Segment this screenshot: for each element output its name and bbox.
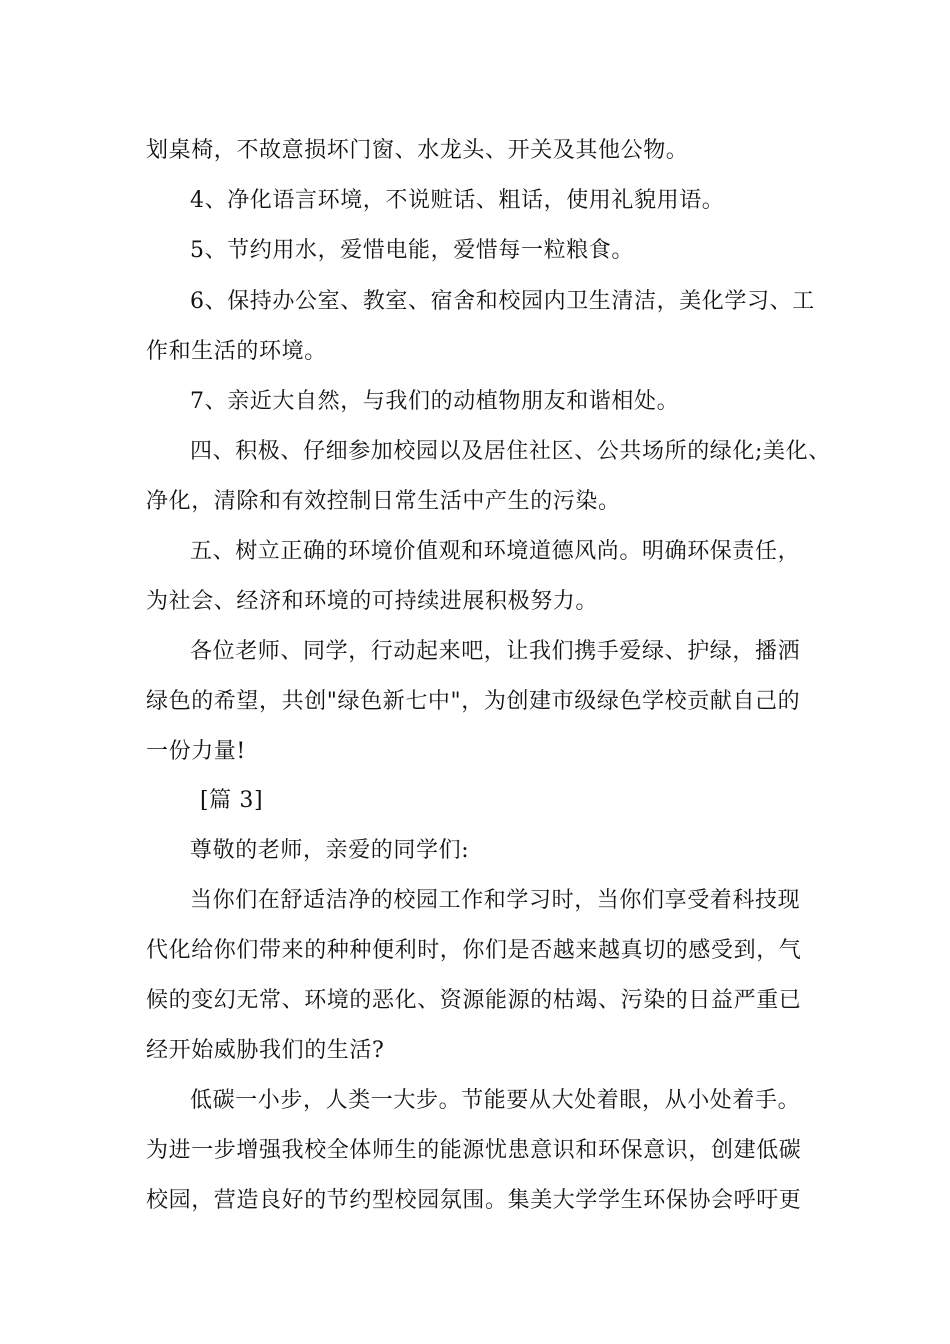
section-item-4: 四、积极、仔细参加校园以及居住社区、公共场所的绿化;美化、 (190, 439, 831, 464)
text-line: 划桌椅，不故意损坏门窗、水龙头、开关及其他公物。 (146, 138, 689, 163)
text-line: 候的变幻无常、环境的恶化、资源能源的枯竭、污染的日益严重已 (146, 988, 802, 1013)
section-item-5: 五、树立正确的环境价值观和环境道德风尚。明确环保责任， (190, 539, 801, 564)
text-line: 代化给你们带来的种种便利时，你们是否越来越真切的感受到，气 (146, 938, 802, 963)
list-item-5: 5、节约用水，爱惜电能，爱惜每一粒粮食。 (190, 238, 634, 263)
paragraph-line: 低碳一小步，人类一大步。节能要从大处着眼，从小处着手。 (190, 1088, 801, 1113)
text-line: 经开始威胁我们的生活? (146, 1038, 385, 1063)
text-line: 一份力量! (146, 739, 246, 764)
list-item-6: 6、保持办公室、教室、宿舍和校园内卫生清洁，美化学习、工 (190, 289, 815, 314)
salutation: 尊敬的老师，亲爱的同学们: (190, 838, 470, 863)
section-heading: [篇 3] (200, 788, 264, 813)
text-line: 校园，营造良好的节约型校园氛围。集美大学学生环保协会呼吁更 (146, 1188, 802, 1213)
text-line: 净化，清除和有效控制日常生活中产生的污染。 (146, 489, 621, 514)
text-line: 绿色的希望，共创"绿色新七中"，为创建市级绿色学校贡献自己的 (146, 689, 801, 714)
text-line: 为进一步增强我校全体师生的能源忧患意识和环保意识，创建低碳 (146, 1138, 802, 1163)
paragraph-line: 当你们在舒适洁净的校园工作和学习时，当你们享受着科技现 (190, 888, 801, 913)
text-line: 作和生活的环境。 (146, 339, 327, 364)
text-line: 为社会、经济和环境的可持续进展积极努力。 (146, 589, 599, 614)
list-item-4: 4、净化语言环境，不说赃话、粗话，使用礼貌用语。 (190, 188, 725, 213)
list-item-7: 7、亲近大自然，与我们的动植物朋友和谐相处。 (190, 389, 680, 414)
paragraph-line: 各位老师、同学，行动起来吧，让我们携手爱绿、护绿，播洒 (190, 639, 801, 664)
